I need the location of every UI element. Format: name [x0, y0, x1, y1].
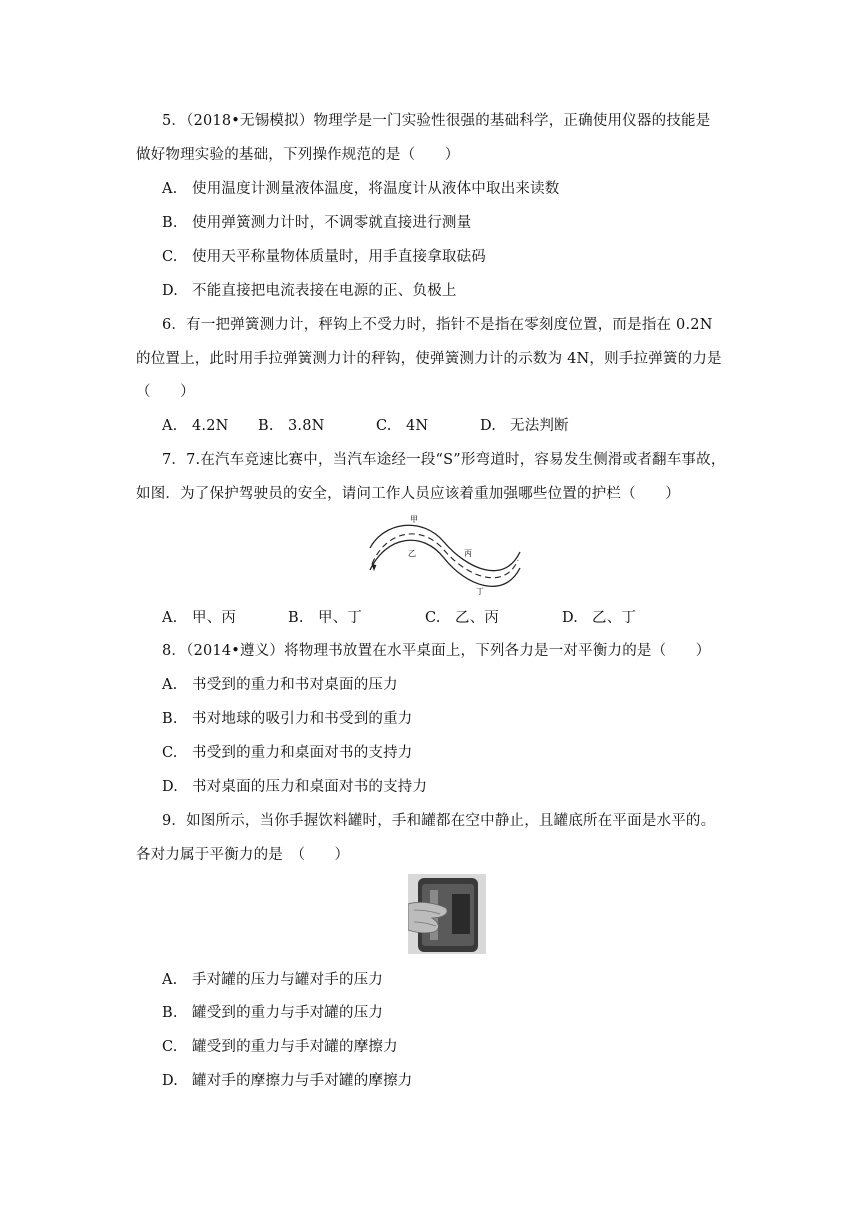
q7-stem-line2: 如图．为了保护驾驶员的安全，请问工作人员应该着重加强哪些位置的护栏（ ） — [136, 486, 680, 502]
q7-stem-line1: 7．7.在汽车竞速比赛中，当汽车途经一段“S”形弯道时，容易发生侧滑或者翻车事故， — [162, 452, 726, 468]
q5-option-d: D. 不能直接把电流表接在电源的正、负极上 — [162, 283, 457, 299]
q9-stem-line2: 各对力属于平衡力的是 （ ） — [136, 847, 350, 863]
q8-option-a: A. 书受到的重力和书对桌面的压力 — [162, 677, 398, 693]
q7-option-d: D. 乙、丁 — [562, 610, 637, 626]
q5-option-a: A. 使用温度计测量液体温度，将温度计从液体中取出来读数 — [162, 181, 560, 197]
hand-holding-can-photo — [408, 874, 486, 954]
q5-stem-line2: 做好物理实验的基础，下列操作规范的是（ ） — [136, 147, 460, 163]
figure-label-bing: 丙 — [464, 549, 472, 558]
s-curve-road-figure — [364, 512, 524, 598]
q9-option-c: C. 罐受到的重力与手对罐的摩擦力 — [162, 1039, 398, 1055]
q7-options-row — [162, 608, 636, 628]
q6-stem-line3: （ ） — [136, 384, 195, 400]
road-outer-edge — [370, 525, 520, 570]
q9-option-d: D. 罐对手的摩擦力与手对罐的摩擦力 — [162, 1073, 413, 1089]
figure-label-jia: 甲 — [410, 515, 418, 524]
q7-option-a: A. 甲、丙 — [162, 610, 237, 626]
q5-stem-line1: 5．（2018•无锡模拟）物理学是一门实验性很强的基础科学，正确使用仪器的技能是 — [162, 113, 711, 129]
q6-option-d: D. 无法判断 — [480, 418, 569, 434]
q5-option-c: C. 使用天平称量物体质量时，用手直接拿取砝码 — [162, 249, 486, 265]
q6-stem-line2: 的位置上，此时用手拉弹簧测力计的秤钩，使弹簧测力计的示数为 4N，则手拉弹簧的力是 — [136, 351, 722, 367]
q7-option-b: B. 甲、丁 — [288, 610, 363, 626]
figure-label-yi: 乙 — [408, 549, 416, 558]
q8-option-b: B. 书对地球的吸引力和书受到的重力 — [162, 711, 413, 727]
figure-label-ding: 丁 — [476, 587, 484, 596]
q8-option-d: D. 书对桌面的压力和桌面对书的支持力 — [162, 779, 428, 795]
q6-stem-line1: 6．有一把弹簧测力计，秤钩上不受力时，指针不是指在零刻度位置，而是指在 0.2N — [162, 317, 713, 333]
q8-option-c: C. 书受到的重力和桌面对书的支持力 — [162, 745, 413, 761]
q6-option-b: B. 3.8N — [258, 418, 325, 434]
q7-option-c: C. 乙、丙 — [425, 610, 500, 626]
q8-stem: 8．（2014•遵义）将物理书放置在水平桌面上，下列各力是一对平衡力的是（ ） — [162, 643, 711, 659]
q6-option-a: A. 4.2N — [162, 418, 229, 434]
q5-option-b: B. 使用弹簧测力计时，不调零就直接进行测量 — [162, 215, 472, 231]
road-inner-edge — [370, 540, 520, 586]
direction-arrow-icon — [372, 564, 376, 570]
q9-stem-line1: 9．如图所示，当你手握饮料罐时，手和罐都在空中静止，且罐底所在平面是水平的。 — [162, 813, 716, 829]
q9-option-b: B. 罐受到的重力与手对罐的压力 — [162, 1005, 384, 1021]
q6-options-row — [162, 416, 569, 436]
q9-option-a: A. 手对罐的压力与罐对手的压力 — [162, 972, 384, 988]
q6-option-c: C. 4N — [376, 418, 429, 434]
